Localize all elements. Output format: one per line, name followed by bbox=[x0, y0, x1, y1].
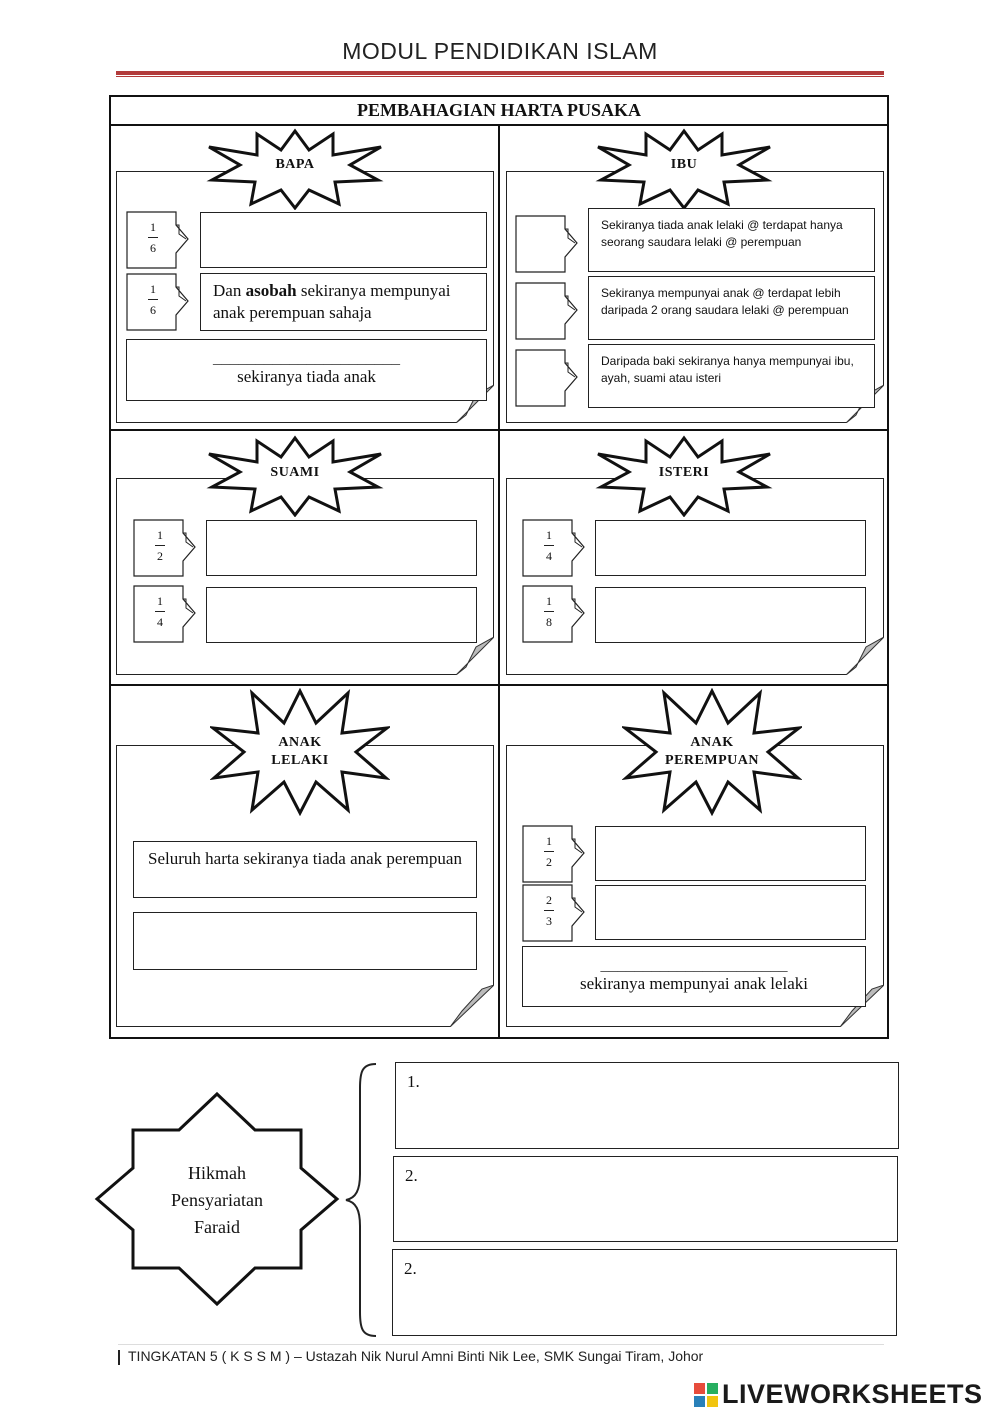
header-rule-thin bbox=[116, 76, 884, 77]
anak-perempuan-blank-line: ______________________ bbox=[600, 955, 788, 974]
liveworksheets-logo-icon bbox=[694, 1383, 718, 1407]
isteri-fraction-1-8: 1 8 bbox=[546, 594, 552, 629]
hikmah-item-number-3: 2. bbox=[404, 1259, 417, 1278]
bapa-condition-text: sekiranya tiada anak bbox=[237, 367, 376, 386]
ibu-condition-2: Sekiranya mempunyai anak @ terdapat lebih daripada 2 orang saudara lelaki @ perempuan bbox=[588, 276, 875, 340]
anak-lelaki-label: ANAK LELAKI bbox=[271, 735, 329, 768]
isteri-answer-field-1[interactable] bbox=[595, 520, 866, 576]
header-rule bbox=[116, 71, 884, 75]
anak-perempuan-answer-field-2[interactable] bbox=[595, 885, 866, 940]
hikmah-item-number-1: 1. bbox=[407, 1072, 420, 1091]
table-vertical-divider bbox=[498, 124, 500, 1039]
isteri-answer-field-2[interactable] bbox=[595, 587, 866, 643]
bapa-label: BAPA bbox=[275, 157, 315, 172]
hikmah-answer-field-2[interactable] bbox=[393, 1156, 898, 1242]
hikmah-title: Hikmah Pensyariatan Faraid bbox=[171, 1163, 263, 1237]
anak-lelaki-answer-field[interactable] bbox=[133, 912, 477, 970]
anak-perempuan-condition-text: sekiranya mempunyai anak lelaki bbox=[580, 974, 808, 993]
ibu-fraction-arrow-box-2[interactable] bbox=[515, 282, 585, 340]
anak-perempuan-fill-in-box[interactable] bbox=[522, 946, 866, 1007]
footer-text: TINGKATAN 5 ( K S S M ) – Ustazah Nik Nurul Amni Binti Nik Lee, SMK Sungai Tiram, Johor bbox=[128, 1348, 704, 1364]
table-row-divider bbox=[109, 429, 889, 431]
suami-answer-field-1[interactable] bbox=[206, 520, 477, 576]
hikmah-item-number-2: 2. bbox=[405, 1166, 418, 1185]
hikmah-answer-field-3[interactable] bbox=[392, 1249, 897, 1336]
footer-bar bbox=[118, 1350, 120, 1365]
page-curl-icon bbox=[436, 985, 494, 1027]
isteri-label: ISTERI bbox=[658, 465, 710, 480]
suami-fraction-1-2: 1 2 bbox=[157, 528, 163, 563]
bapa-fraction-1-6: 1 6 bbox=[150, 282, 156, 317]
footer-rule bbox=[118, 1344, 884, 1345]
ibu-fraction-arrow-box-1[interactable] bbox=[515, 215, 585, 273]
hikmah-answer-field-1[interactable] bbox=[395, 1062, 899, 1149]
document-header-title: MODUL PENDIDIKAN ISLAM bbox=[342, 38, 658, 64]
ibu-label: IBU bbox=[670, 157, 698, 172]
suami-label: SUAMI bbox=[270, 465, 320, 480]
liveworksheets-brand: LIVEWORKSHEETS bbox=[722, 1379, 983, 1409]
bapa-blank-line: ______________________ bbox=[213, 348, 400, 367]
anak-lelaki-condition-text: Seluruh harta sekiranya tiada anak perempuan bbox=[133, 841, 477, 898]
ibu-condition-1: Sekiranya tiada anak lelaki @ terdapat hanya seorang saudara lelaki @ perempuan bbox=[588, 208, 875, 272]
suami-fraction-1-4: 1 4 bbox=[157, 594, 163, 629]
anak-perempuan-fraction-2-3: 2 3 bbox=[546, 893, 552, 928]
bapa-asobah-text: Dan asobah sekiranya mempunyai anak perempuan sahaja bbox=[200, 273, 487, 331]
bapa-fraction-1-6: 1 6 bbox=[150, 220, 156, 255]
isteri-fraction-1-4: 1 4 bbox=[546, 528, 552, 563]
suami-answer-field-2[interactable] bbox=[206, 587, 477, 643]
anak-perempuan-fraction-1-2: 1 2 bbox=[546, 834, 552, 869]
ibu-condition-3: Daripada baki sekiranya hanya mempunyai ibu, ayah, suami atau isteri bbox=[588, 344, 875, 408]
bapa-answer-field-1[interactable] bbox=[200, 212, 487, 268]
bapa-fill-in-box[interactable] bbox=[126, 339, 487, 401]
main-table-title: PEMBAHAGIAN HARTA PUSAKA bbox=[111, 97, 887, 126]
anak-perempuan-label: ANAK PEREMPUAN bbox=[665, 735, 759, 768]
anak-perempuan-answer-field-1[interactable] bbox=[595, 826, 866, 881]
table-row-divider bbox=[109, 684, 889, 686]
curly-brace-icon bbox=[344, 1062, 380, 1338]
ibu-fraction-arrow-box-3[interactable] bbox=[515, 349, 585, 407]
